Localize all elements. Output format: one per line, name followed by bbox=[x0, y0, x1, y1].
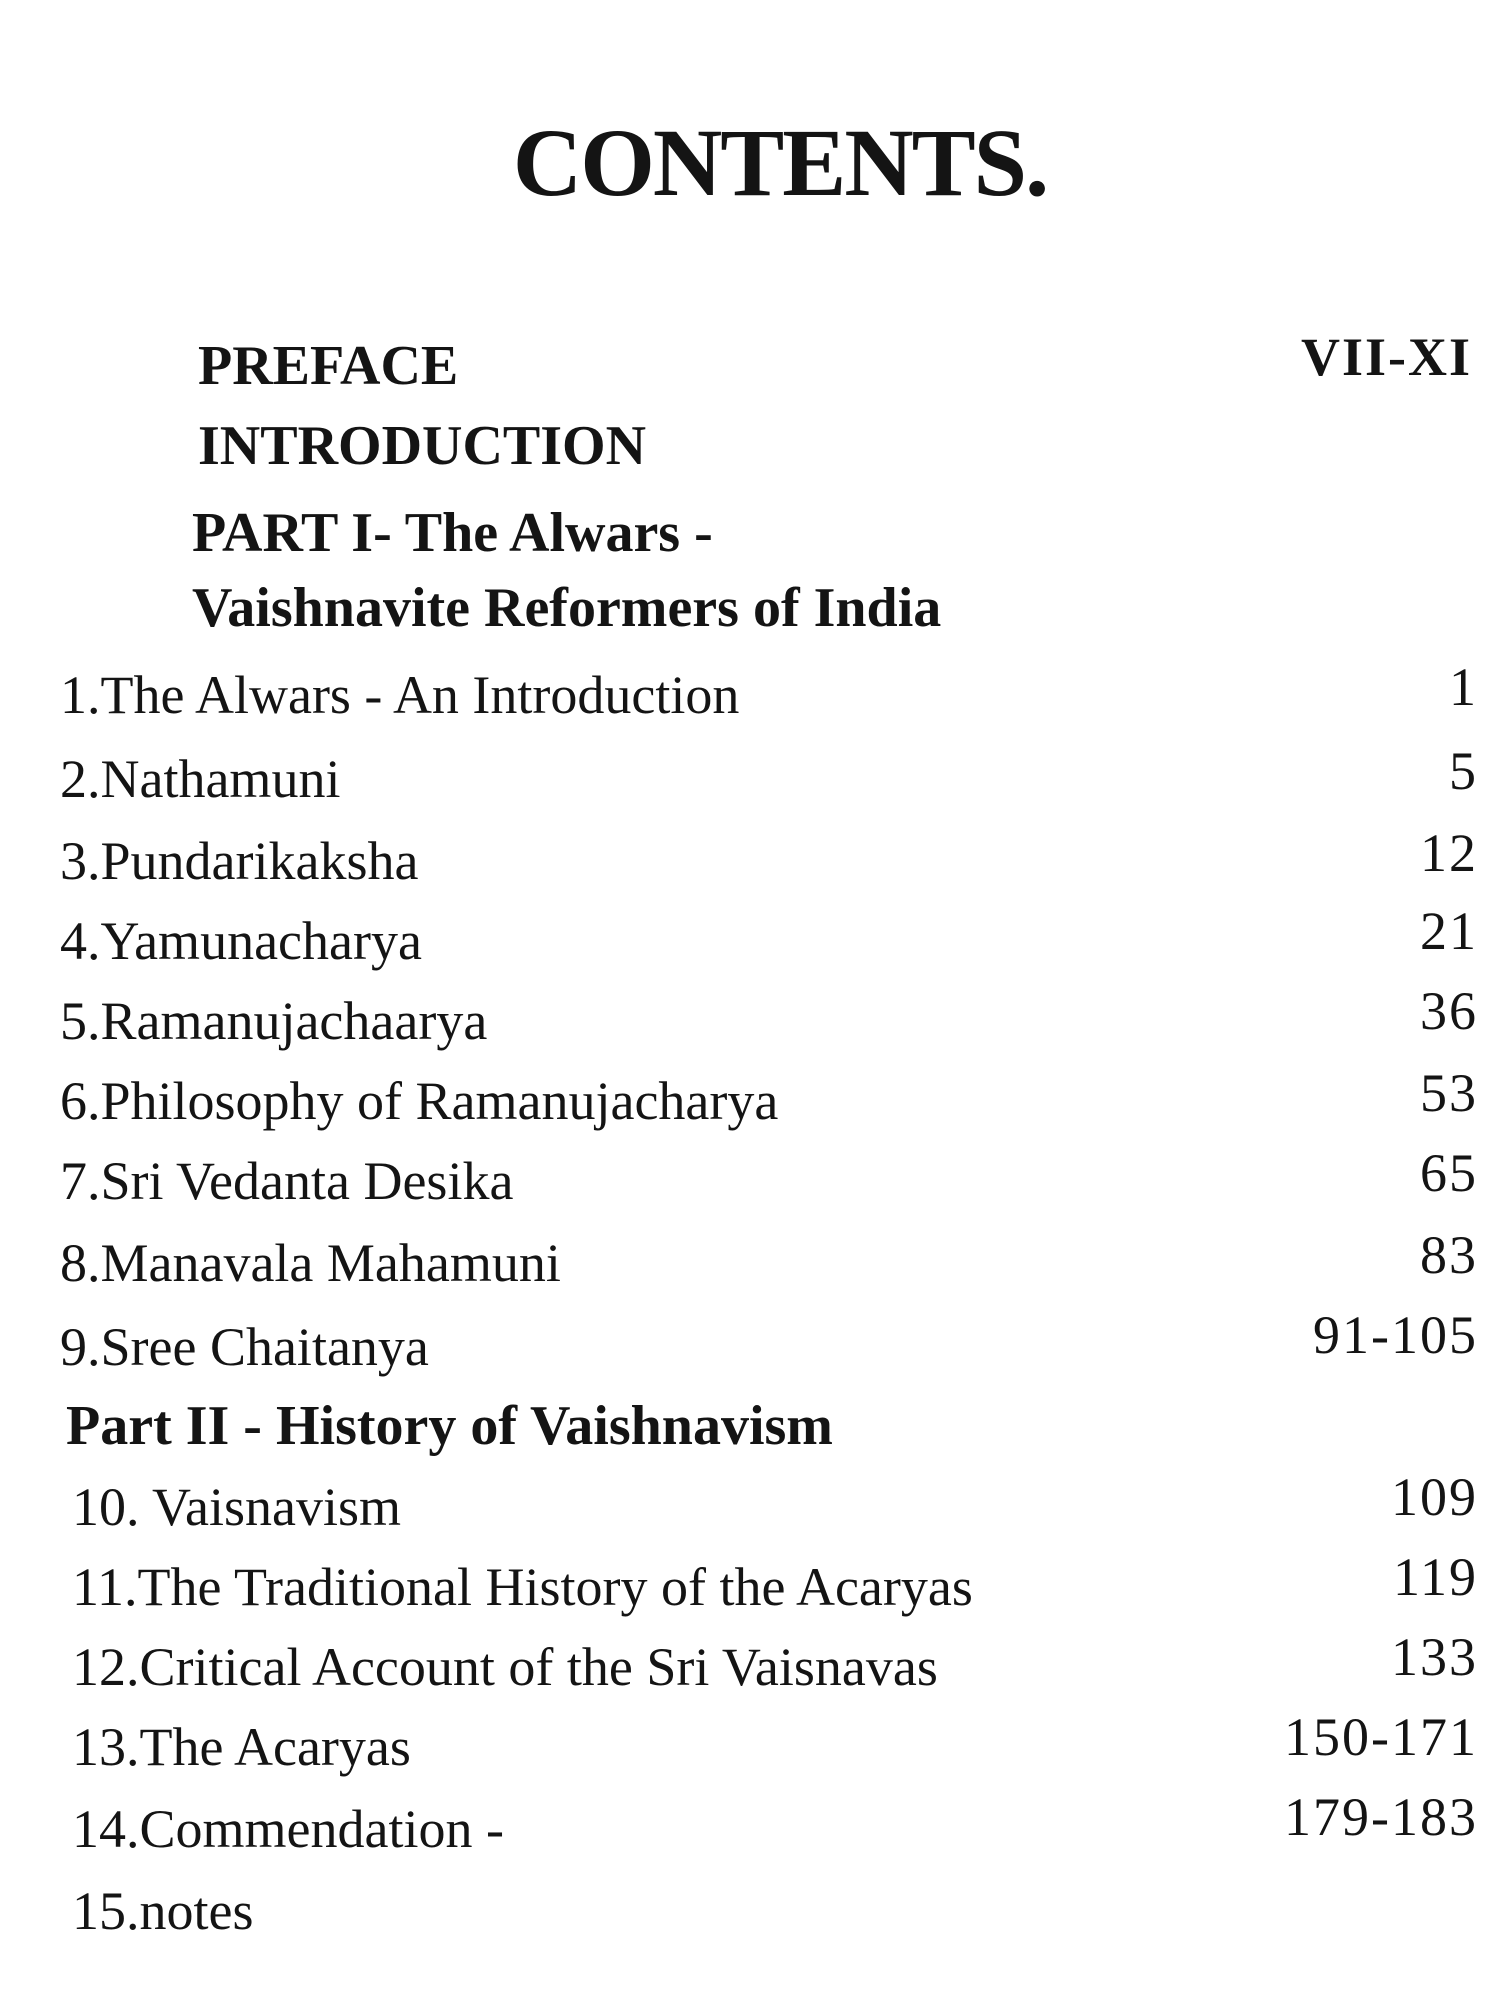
part-heading-title: Part II - History of Vaishnavism bbox=[66, 1395, 833, 1457]
part-heading-2 bbox=[0, 1395, 1500, 1478]
page-title: CONTENTS. bbox=[512, 109, 1048, 216]
toc-entry-label: 14.Commendation - bbox=[72, 1799, 504, 1859]
toc-entry-label: 8.Manavala Mahamuni bbox=[60, 1233, 561, 1293]
toc-entry-chapter[interactable] bbox=[0, 981, 1500, 1074]
toc-entry-label: 5.Ramanujachaarya bbox=[60, 991, 488, 1051]
toc-entry-page: 65 bbox=[1420, 1143, 1478, 1203]
toc-entry-label: INTRODUCTION bbox=[198, 415, 647, 477]
toc-entry-page: 12 bbox=[1420, 823, 1478, 883]
part-heading-1 bbox=[0, 502, 1500, 585]
toc-entry-introduction[interactable] bbox=[0, 415, 1500, 498]
toc-entry-label: 13.The Acaryas bbox=[72, 1717, 411, 1777]
toc-entry-label: 3.Pundarikaksha bbox=[60, 831, 419, 891]
toc-entry-label: 9.Sree Chaitanya bbox=[60, 1317, 429, 1377]
toc-entry-page: 119 bbox=[1393, 1547, 1478, 1607]
toc-entry-label: 2.Nathamuni bbox=[60, 749, 341, 809]
toc-entry-chapter[interactable] bbox=[0, 1305, 1500, 1400]
part-heading-line2: Vaishnavite Reformers of India bbox=[192, 577, 942, 639]
toc-entry-page: 133 bbox=[1391, 1627, 1478, 1687]
toc-entry-label: 6.Philosophy of Ramanujacharya bbox=[60, 1071, 779, 1131]
toc-entry-label: PREFACE bbox=[198, 335, 459, 397]
toc-entry-chapter[interactable] bbox=[0, 823, 1500, 914]
toc-entry-label: 7.Sri Vedanta Desika bbox=[60, 1151, 514, 1211]
toc-entry-chapter[interactable] bbox=[0, 1787, 1500, 1882]
toc-entry-label: 12.Critical Account of the Sri Vaisnavas bbox=[72, 1637, 938, 1697]
toc-entry-label: 4.Yamunacharya bbox=[60, 911, 422, 971]
toc-entry-chapter[interactable] bbox=[0, 1627, 1500, 1720]
part-heading-line1: PART I- The Alwars - bbox=[192, 502, 713, 564]
toc-entry-chapter[interactable] bbox=[0, 1881, 1500, 1964]
toc-entry-page: VII-XI bbox=[1300, 327, 1472, 387]
toc-entry-page: 21 bbox=[1420, 901, 1478, 961]
toc-entry-page: 83 bbox=[1420, 1225, 1478, 1285]
toc-entry-page: 1 bbox=[1449, 657, 1478, 717]
toc-entry-label: 11.The Traditional History of the Acaryas bbox=[72, 1557, 973, 1617]
toc-entry-chapter[interactable] bbox=[0, 1467, 1500, 1560]
toc-entry-label: 15.notes bbox=[72, 1881, 254, 1941]
toc-entry-page: 36 bbox=[1420, 981, 1478, 1041]
toc-entry-chapter[interactable] bbox=[0, 1063, 1500, 1154]
toc-entry-label: 1.The Alwars - An Introduction bbox=[60, 665, 740, 725]
toc-entry-label: 10. Vaisnavism bbox=[72, 1477, 402, 1537]
toc-entry-chapter[interactable] bbox=[0, 741, 1500, 832]
toc-entry-page: 150-171 bbox=[1284, 1707, 1478, 1767]
toc-entry-page: 53 bbox=[1420, 1063, 1478, 1123]
toc-entry-page: 5 bbox=[1449, 741, 1478, 801]
toc-entry-page: 109 bbox=[1391, 1467, 1478, 1527]
toc-entry-chapter[interactable] bbox=[0, 1225, 1500, 1316]
toc-entry-preface[interactable] bbox=[0, 327, 1500, 410]
part-heading-1-subtitle bbox=[0, 577, 1500, 660]
toc-entry-chapter[interactable] bbox=[0, 1143, 1500, 1234]
toc-entry-chapter[interactable] bbox=[0, 1547, 1500, 1640]
toc-entry-chapter[interactable] bbox=[0, 657, 1500, 748]
toc-entry-page: 91-105 bbox=[1313, 1305, 1478, 1365]
toc-entry-page: 179-183 bbox=[1284, 1787, 1478, 1847]
toc-entry-chapter[interactable] bbox=[0, 901, 1500, 994]
toc-entry-chapter[interactable] bbox=[0, 1707, 1500, 1800]
